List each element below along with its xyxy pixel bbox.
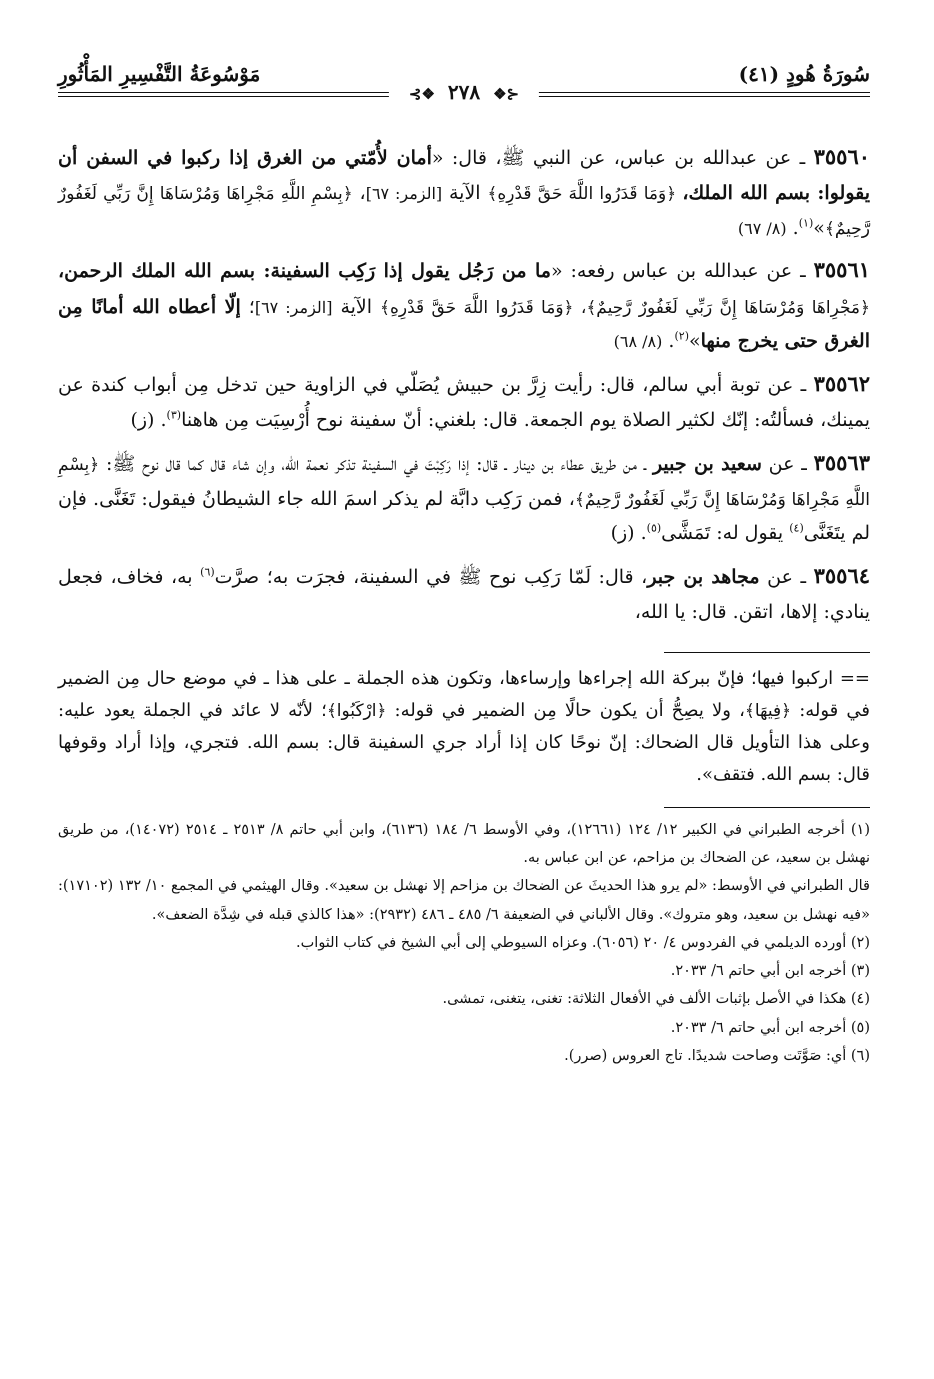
bold-text: مجاهد بن جبر [647,565,760,588]
text-run: . (ز) [610,522,647,545]
text-run: . [786,216,799,239]
text-run: ـ عن عبدالله بن عباس، عن النبي ﷺ، قال: « [431,147,814,169]
footnote: قال الطبراني في الأوسط: «لم يرو هذا الحديثَ عن الضحاك بن مزاحم إلا نهشل بن سعيد». وقال الهيثمي في المجمع ١٠/ ١٣٢ (١٧١٠٢): «فيه نهشل بن سعيد، وهو متروك». وقال الألباني في الضعيفة ٦/ ٤٨٥ ـ ٤٨٦ (٢٩٣٢): «هذا كالذي قبله في شِدَّة الضعف». [58,878,870,923]
text-run: ـ عن عبدالله بن عباس رفعه: « [550,260,814,283]
text-run: ، قال: لَمّا رَكِب نوح ﷺ في السفينة، فجرَت به؛ صرَّت [214,565,648,588]
entry-number: ٣٥٥٦٤ [813,562,871,588]
footnote-marker: (١) [798,216,814,230]
bold-text: ما من رَجُل يقول إذا رَكِب السفينة: بسم الله الملك الرحمن، [58,260,551,283]
text-run: » [813,216,825,239]
text-run: الآية [332,295,381,318]
quran-verse: ﴿مَجْرِاهَا وَمُرْسَاهَا إِنَّ رَبِّي لَغَفُورٌ رَّحِيمٌ﴾، ﴿وَمَا قَدَرُوا اللَّهَ حَقَّ قَدْرِهِ﴾ [380,297,870,318]
verse-reference: [الزمر: ٦٧] [254,297,333,317]
entry-number: ٣٥٥٦٠ [813,144,871,169]
hadith-entry [58,138,870,245]
bold-text: إلّا أعطاه الله أمانًا مِن الغرق حتى يخرج منها [58,295,870,353]
ornament-icon: ❖⊱ [408,85,435,103]
footnote: (٣) أخرجه ابن أبي حاتم ٦/ ٢٠٣٣. [670,963,870,980]
quran-verse: ﴿فِيهَا﴾ [744,700,792,721]
text-run: == اركبوا فيها؛ فإنّ ببركة الله إجراءها وإرساءها، وتكون هذه الجملة ـ على هذا ـ في موضع حال مِن الضمير في قوله: [58,667,870,721]
footnote-marker: (٥) [646,522,662,536]
quran-verse: ﴿بِسْمِ اللَّهِ مَجْرِاهَا وَمُرْسَاهَا إِنَّ رَبِّي لَغَفُورٌ رَّحِيمٌ﴾ [58,184,870,239]
hadith-entry [58,251,870,358]
quran-verse: ﴿ارْكَبُوا﴾ [326,700,387,721]
footnote: (٤) هكذا في الأصل بإثبات الألف في الأفعال الثلاثة: تغنى، يتغنى، تمشى. [442,991,870,1008]
footnotes [58,816,870,1070]
text-run: الآية [442,182,488,205]
text-run: ـ عن [759,565,814,588]
bold-text: سعيد بن جبير [652,452,762,475]
entry-number: ٣٥٥٦٣ [813,449,870,475]
entry-number: ٣٥٥٦٢ [813,370,870,396]
quran-verse: ﴿وَمَا قَدَرُوا اللَّهَ حَقَّ قَدْرِهِ﴾ [487,184,683,205]
text-run: ـ عن توبة أبي سالم، قال: رأيت زِرَّ بن حبيش يُصَلّي في الزاوية حين تدخل مِن أبواب كندة عن يمينك، فسألتُه: إنّك لكثير الصلاة يوم الجمعة. قال: بلغني: أنّ سفينة نوح أُرْسِيَت مِن هاهنا [58,373,870,431]
entry-number: ٣٥٥٦١ [813,257,871,283]
footnote-separator [664,652,870,653]
footnote-marker: (٤) [789,522,804,536]
volume-reference: (٨/ ٦٨) [613,332,663,352]
volume-reference: (٨/ ٦٧) [737,218,787,238]
text-run: . (ز) [130,408,167,431]
text-run: ، ولا يصِحُّ أن يكون حالًا مِن الضمير في قوله: [386,699,745,721]
text-run: » [688,330,701,353]
text-run: ، [352,182,366,205]
footnote-separator [664,807,870,808]
footnote-marker: (٣) [166,408,182,422]
running-header [58,58,870,102]
main-text [58,138,870,630]
text-run: به، فخاف، فجعل ينادي: إلاها، اتقن. قال: يا الله، [58,565,870,624]
text-run: ـ عن [761,452,814,475]
page [58,58,870,1070]
footnote-marker: (٢) [674,329,689,343]
text-run: ؛ [240,295,255,318]
bold-text: أمان لأُمّتي من الغرق إذا ركبوا في السفن أن يقولوا: بسم الله الملك، [58,147,871,205]
surah-title: سُورَةُ هُودٍ (٤١) [738,62,870,86]
text-run: ، فمن رَكِب دابَّة لم يذكر اسمَ الله جاء الشيطانُ فيقول: تَغَنَّى. فإن لم يتَغَنَّى [58,487,870,545]
footnote: (٦) أي: صَوَّتَت وصاحت شديدًا. تاج العروس (صرر). [564,1047,870,1064]
footnote: (٢) أورده الديلمي في الفردوس ٤/ ٢٠ (٦٠٥٦). وعزاه السيوطي إلى أبي الشيخ في كتاب الثواب. [296,934,870,951]
page-number-box [389,80,539,104]
footnote: (١) أخرجه الطبراني في الكبير ١٢/ ١٢٤ (١٢٦٦١)، وفي الأوسط ٦/ ١٨٤ (٦١٣٦)، وابن أبي حاتم ٨/ ٢٥١٣ ـ ٢٥١٤ (١٤٠٧٢)، من طريق نهشل بن سعيد، عن الضحاك بن مزاحم، عن ابن عباس به. [58,821,870,867]
hadith-entry [58,557,870,630]
footnote-marker: (٦) [200,565,215,579]
text-run: يقول له: تَمَشَّى [661,522,790,545]
hadith-entry [58,365,870,438]
footnote: (٥) أخرجه ابن أبي حاتم ٦/ ٢٠٣٣. [670,1019,870,1036]
hadith-entry [58,444,870,551]
book-title: مَوْسُوعَةُ التَّفْسِيرِ المَأْثُورِ [58,62,261,86]
text-run: ـ من طريق عطاء بن دينار ـ قال: إذا رَكِبْتَ في السفينة تذكر نعمة الله، وإن شاء قال كما قال نوح ﷺ: [99,452,653,475]
text-run: ؛ لأنّه لا عائد في الجملة يعود عليه: وعلى هذا التأويل قال الضحاك: إنّ نوحًا كان إذا أراد جري السفينة قال: بسم الله. فتجري، وإذا أراد وقوفها قال: بسم الله. فتقف». [58,699,870,785]
page-number: ٢٧٨ [447,80,481,104]
text-run: . [662,330,675,353]
ornament-icon: ⊰❖ [493,85,520,103]
continued-note [58,663,870,791]
quran-verse: ﴿بِسْمِ اللَّهِ مَجْرِاهَا وَمُرْسَاهَا إِنَّ رَبِّي لَغَفُورٌ رَّحِيمٌ﴾ [58,454,870,510]
verse-reference: [الزمر: ٦٧] [365,184,443,204]
